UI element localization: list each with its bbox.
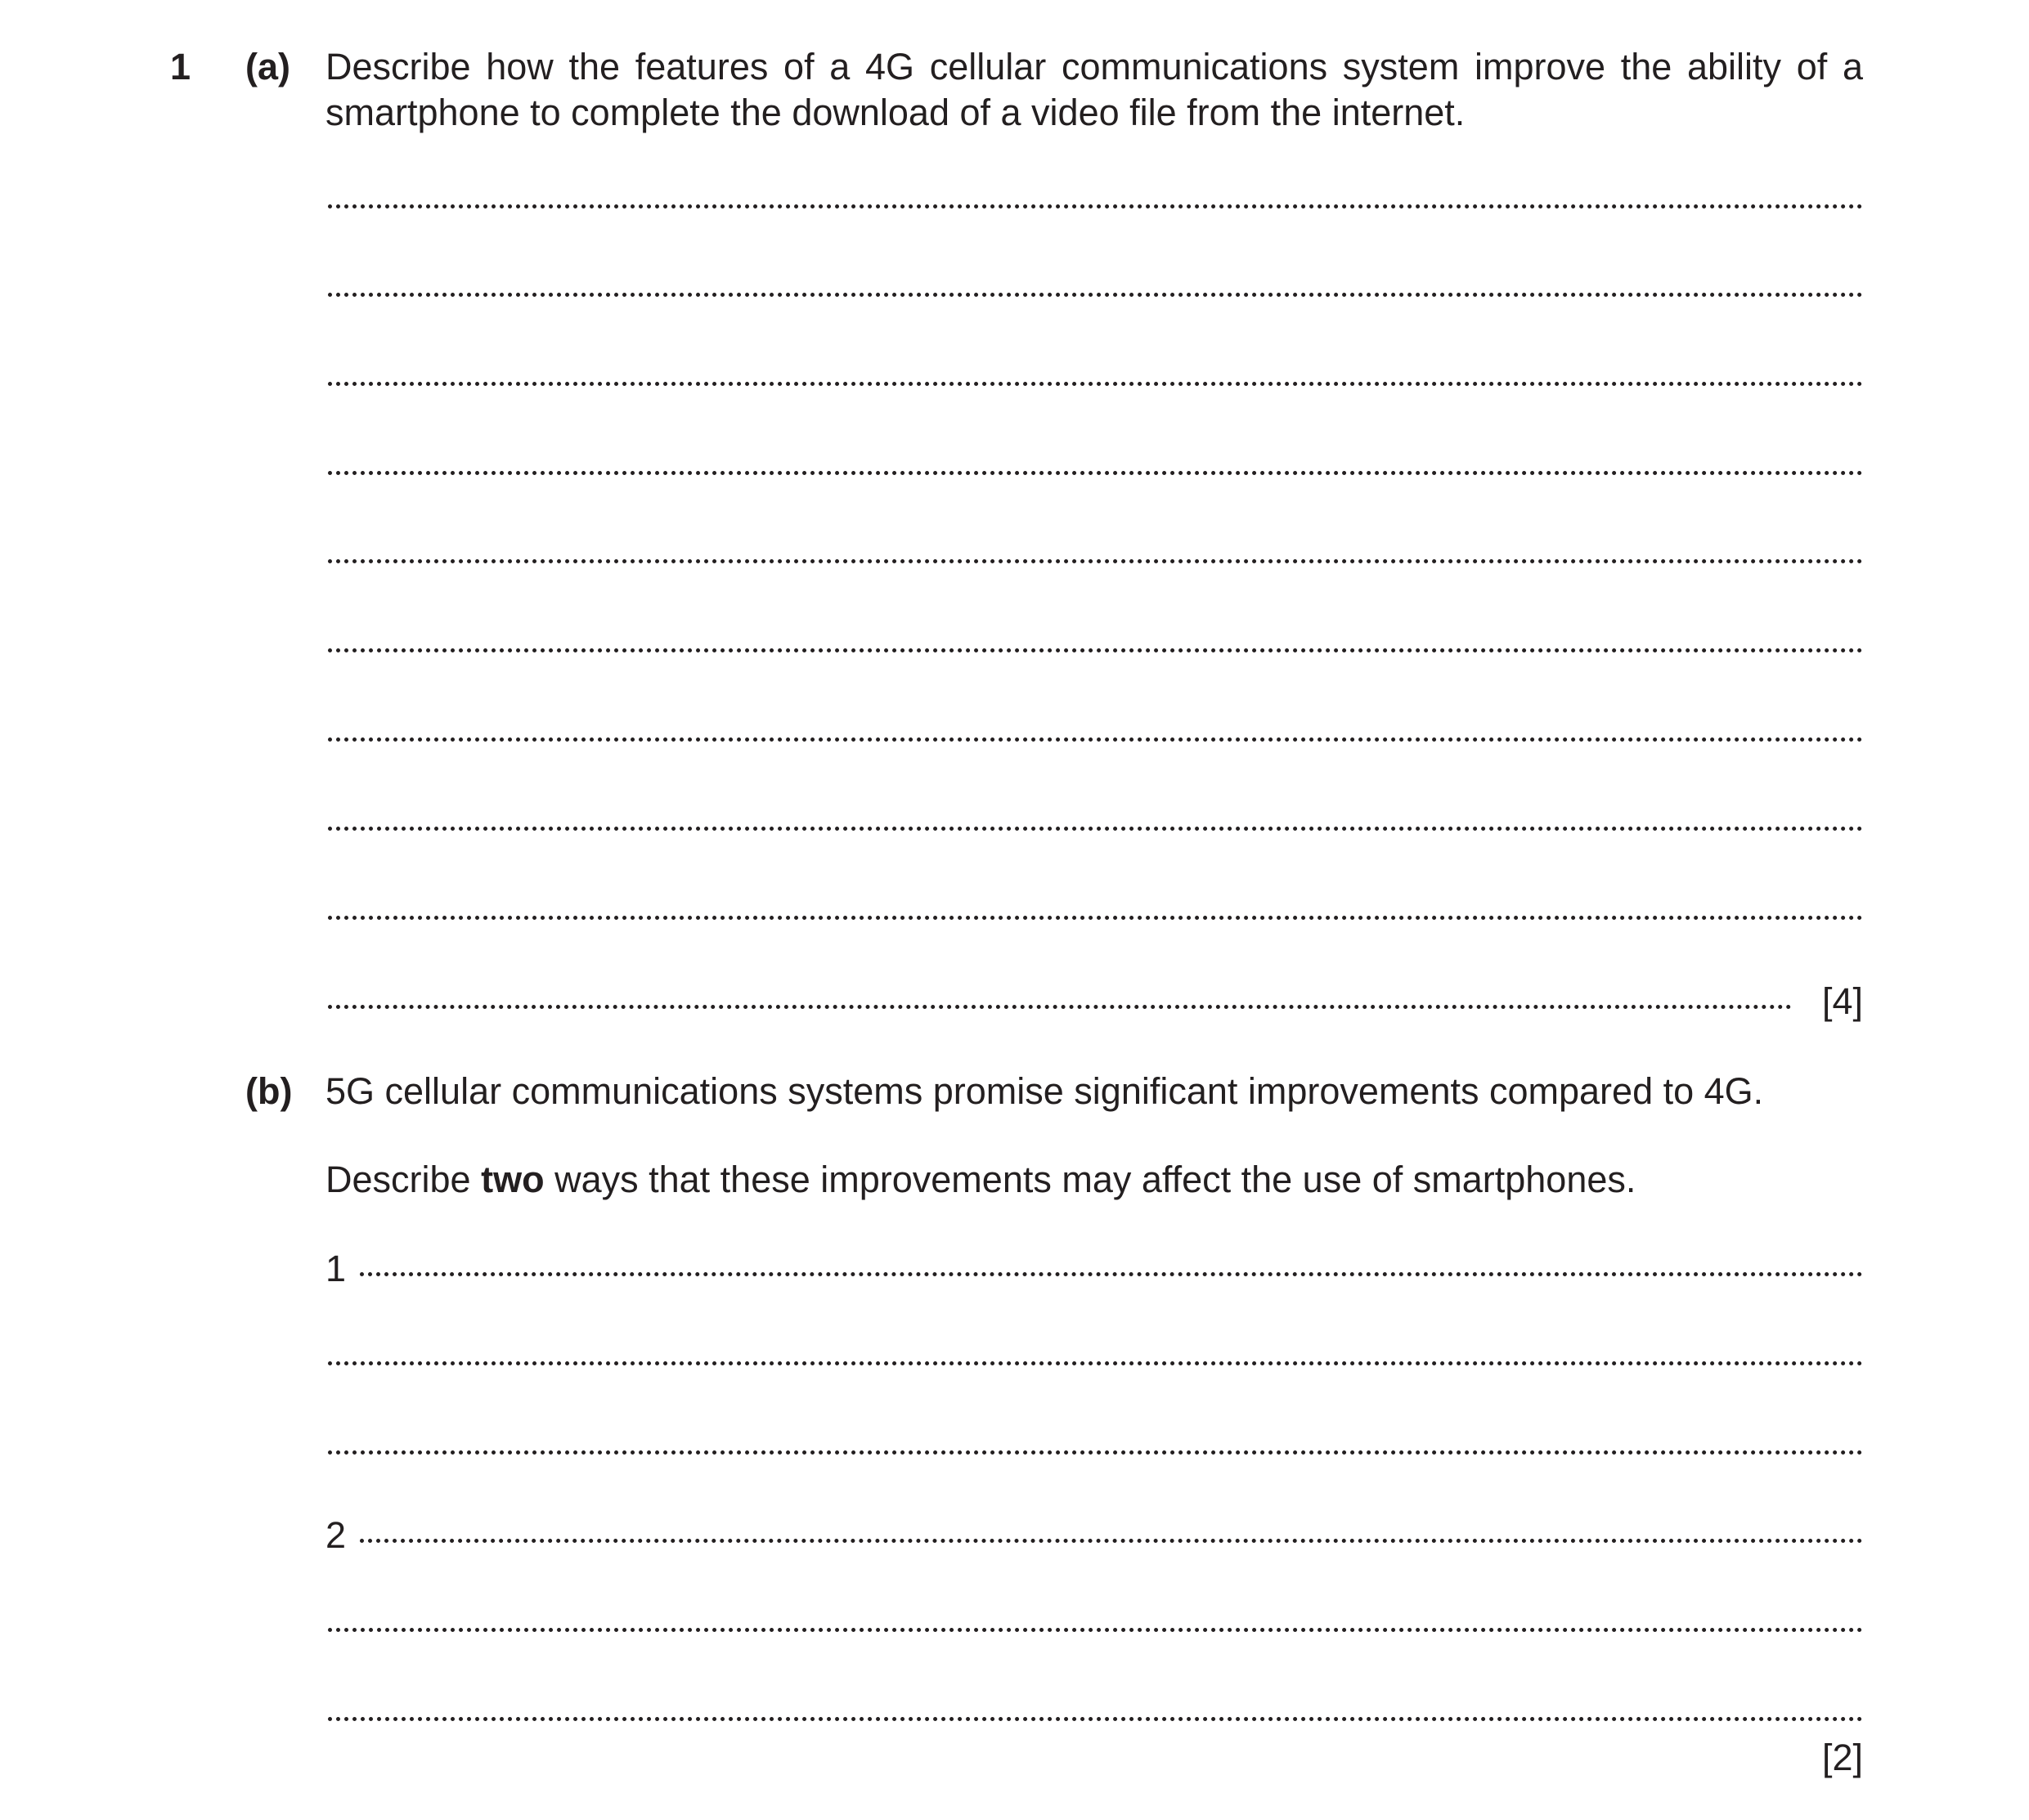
answer-line[interactable] (328, 1361, 1863, 1365)
part-b-label: (b) (245, 1070, 293, 1112)
answer-line[interactable] (328, 471, 1863, 475)
question-number: 1 (170, 46, 191, 87)
answer-line-item-2[interactable] (360, 1539, 1863, 1543)
answer-item-1-label: 1 (325, 1248, 347, 1289)
instruction-text-before: Describe (325, 1159, 471, 1200)
part-b-intro-text: 5G cellular communications systems promise significant improvements compared to 4G. (325, 1070, 1764, 1112)
part-a-label: (a) (245, 46, 290, 87)
answer-line[interactable] (328, 559, 1863, 563)
answer-line[interactable] (328, 1717, 1863, 1721)
part-a-question-text: Describe how the features of a 4G cellular communications system improve the ability of a smartphone to complete the download of a video file from the internet. (325, 46, 1863, 133)
answer-line[interactable] (328, 827, 1863, 831)
answer-line[interactable] (328, 204, 1863, 208)
part-b-instruction (325, 1157, 1863, 1203)
answer-line[interactable] (328, 1450, 1863, 1455)
answer-line[interactable] (328, 1628, 1863, 1632)
answer-line[interactable] (328, 293, 1863, 297)
answer-line[interactable] (328, 916, 1863, 920)
instruction-text-after: ways that these improvements may affect the use of smartphones. (554, 1159, 1636, 1200)
answer-line[interactable] (328, 648, 1863, 652)
answer-line-item-1[interactable] (360, 1272, 1863, 1276)
part-a-marks: [4] (1821, 980, 1863, 1022)
instruction-bold-word: two (481, 1159, 545, 1200)
answer-item-2-label: 2 (325, 1514, 347, 1556)
part-b-marks: [2] (1821, 1737, 1863, 1778)
answer-line[interactable] (328, 382, 1863, 386)
answer-line[interactable] (328, 737, 1863, 742)
answer-line[interactable] (328, 1005, 1792, 1009)
